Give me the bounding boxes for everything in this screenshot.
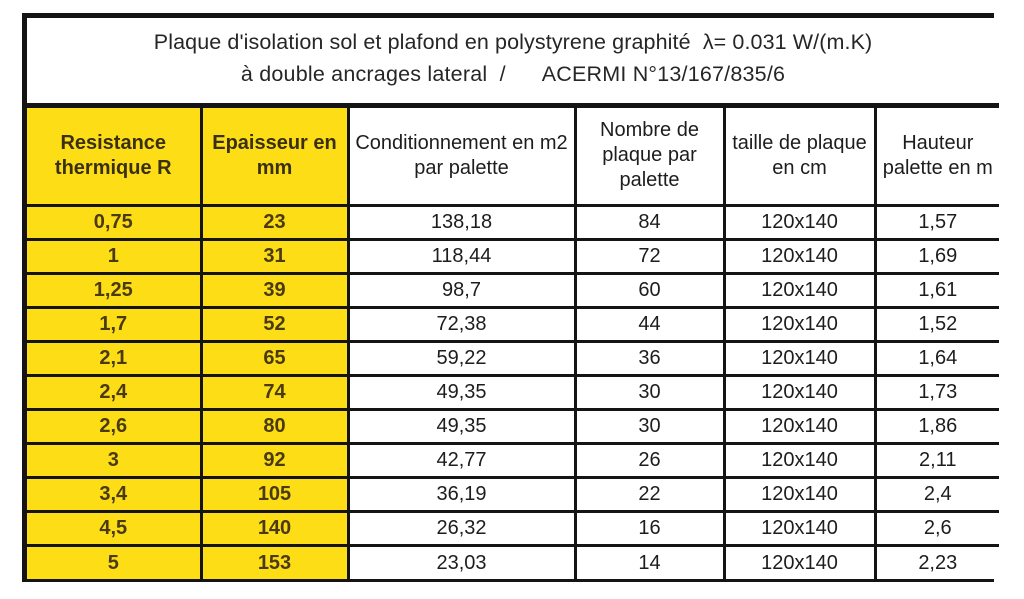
spec-table bbox=[27, 18, 999, 579]
table-body bbox=[27, 205, 999, 579]
cell-epaisseur: 92 bbox=[201, 443, 348, 477]
cell-epaisseur: 74 bbox=[201, 375, 348, 409]
cell-taille-de-plaque: 120x140 bbox=[724, 273, 875, 307]
column-header-epaisseur: Epaisseur en mm bbox=[201, 105, 348, 205]
cell-resistance-thermique: 3,4 bbox=[27, 477, 201, 511]
cell-nombre-de-plaque: 36 bbox=[575, 341, 724, 375]
cell-hauteur-palette: 2,23 bbox=[875, 545, 999, 579]
table-row bbox=[27, 443, 999, 477]
table-row bbox=[27, 341, 999, 375]
table-row bbox=[27, 205, 999, 239]
cell-resistance-thermique: 1,25 bbox=[27, 273, 201, 307]
cell-hauteur-palette: 2,6 bbox=[875, 511, 999, 545]
table-row bbox=[27, 375, 999, 409]
cell-nombre-de-plaque: 26 bbox=[575, 443, 724, 477]
cell-nombre-de-plaque: 22 bbox=[575, 477, 724, 511]
cell-hauteur-palette: 1,86 bbox=[875, 409, 999, 443]
cell-taille-de-plaque: 120x140 bbox=[724, 205, 875, 239]
cell-epaisseur: 23 bbox=[201, 205, 348, 239]
table-row bbox=[27, 273, 999, 307]
cell-resistance-thermique: 2,1 bbox=[27, 341, 201, 375]
cell-taille-de-plaque: 120x140 bbox=[724, 443, 875, 477]
header-row bbox=[27, 105, 999, 205]
cell-epaisseur: 153 bbox=[201, 545, 348, 579]
table-row bbox=[27, 409, 999, 443]
table-row bbox=[27, 511, 999, 545]
cell-epaisseur: 140 bbox=[201, 511, 348, 545]
cell-resistance-thermique: 2,4 bbox=[27, 375, 201, 409]
cell-resistance-thermique: 1,7 bbox=[27, 307, 201, 341]
column-header-hauteur-palette: Hauteur palette en m bbox=[875, 105, 999, 205]
cell-nombre-de-plaque: 44 bbox=[575, 307, 724, 341]
cell-resistance-thermique: 0,75 bbox=[27, 205, 201, 239]
cell-resistance-thermique: 3 bbox=[27, 443, 201, 477]
cell-nombre-de-plaque: 30 bbox=[575, 375, 724, 409]
cell-conditionnement: 59,22 bbox=[348, 341, 575, 375]
column-header-conditionnement: Conditionnement en m2 par palette bbox=[348, 105, 575, 205]
cell-nombre-de-plaque: 16 bbox=[575, 511, 724, 545]
cell-hauteur-palette: 1,57 bbox=[875, 205, 999, 239]
cell-conditionnement: 138,18 bbox=[348, 205, 575, 239]
cell-epaisseur: 31 bbox=[201, 239, 348, 273]
cell-conditionnement: 23,03 bbox=[348, 545, 575, 579]
cell-epaisseur: 80 bbox=[201, 409, 348, 443]
cell-nombre-de-plaque: 14 bbox=[575, 545, 724, 579]
cell-resistance-thermique: 1 bbox=[27, 239, 201, 273]
column-header-nombre-de-plaque: Nombre de plaque par palette bbox=[575, 105, 724, 205]
title-line-2: à double ancrages lateral / ACERMI N°13/167/835/6 bbox=[240, 62, 786, 87]
cell-conditionnement: 42,77 bbox=[348, 443, 575, 477]
table-title bbox=[27, 18, 999, 105]
cell-taille-de-plaque: 120x140 bbox=[724, 545, 875, 579]
cell-taille-de-plaque: 120x140 bbox=[724, 375, 875, 409]
cell-conditionnement: 49,35 bbox=[348, 409, 575, 443]
column-header-resistance-thermique: Resistance thermique R bbox=[27, 105, 201, 205]
cell-hauteur-palette: 1,64 bbox=[875, 341, 999, 375]
title-row bbox=[27, 18, 999, 105]
cell-conditionnement: 72,38 bbox=[348, 307, 575, 341]
table-row bbox=[27, 477, 999, 511]
title-line-1: Plaque d'isolation sol et plafond en polystyrene graphité λ= 0.031 W/(m.K) bbox=[153, 30, 873, 55]
cell-epaisseur: 52 bbox=[201, 307, 348, 341]
table-row bbox=[27, 545, 999, 579]
cell-resistance-thermique: 5 bbox=[27, 545, 201, 579]
cell-epaisseur: 105 bbox=[201, 477, 348, 511]
column-header-taille-de-plaque: taille de plaque en cm bbox=[724, 105, 875, 205]
cell-hauteur-palette: 2,11 bbox=[875, 443, 999, 477]
cell-taille-de-plaque: 120x140 bbox=[724, 409, 875, 443]
table-head bbox=[27, 18, 999, 205]
cell-conditionnement: 36,19 bbox=[348, 477, 575, 511]
cell-epaisseur: 39 bbox=[201, 273, 348, 307]
cell-taille-de-plaque: 120x140 bbox=[724, 239, 875, 273]
cell-nombre-de-plaque: 84 bbox=[575, 205, 724, 239]
cell-taille-de-plaque: 120x140 bbox=[724, 477, 875, 511]
table-row bbox=[27, 239, 999, 273]
table-row bbox=[27, 307, 999, 341]
cell-epaisseur: 65 bbox=[201, 341, 348, 375]
cell-nombre-de-plaque: 72 bbox=[575, 239, 724, 273]
cell-hauteur-palette: 1,52 bbox=[875, 307, 999, 341]
cell-resistance-thermique: 2,6 bbox=[27, 409, 201, 443]
cell-conditionnement: 118,44 bbox=[348, 239, 575, 273]
cell-taille-de-plaque: 120x140 bbox=[724, 341, 875, 375]
cell-nombre-de-plaque: 60 bbox=[575, 273, 724, 307]
cell-hauteur-palette: 2,4 bbox=[875, 477, 999, 511]
cell-conditionnement: 49,35 bbox=[348, 375, 575, 409]
cell-hauteur-palette: 1,61 bbox=[875, 273, 999, 307]
spec-table-frame bbox=[22, 13, 994, 582]
cell-hauteur-palette: 1,73 bbox=[875, 375, 999, 409]
cell-conditionnement: 26,32 bbox=[348, 511, 575, 545]
cell-nombre-de-plaque: 30 bbox=[575, 409, 724, 443]
cell-resistance-thermique: 4,5 bbox=[27, 511, 201, 545]
cell-hauteur-palette: 1,69 bbox=[875, 239, 999, 273]
cell-taille-de-plaque: 120x140 bbox=[724, 307, 875, 341]
cell-taille-de-plaque: 120x140 bbox=[724, 511, 875, 545]
cell-conditionnement: 98,7 bbox=[348, 273, 575, 307]
